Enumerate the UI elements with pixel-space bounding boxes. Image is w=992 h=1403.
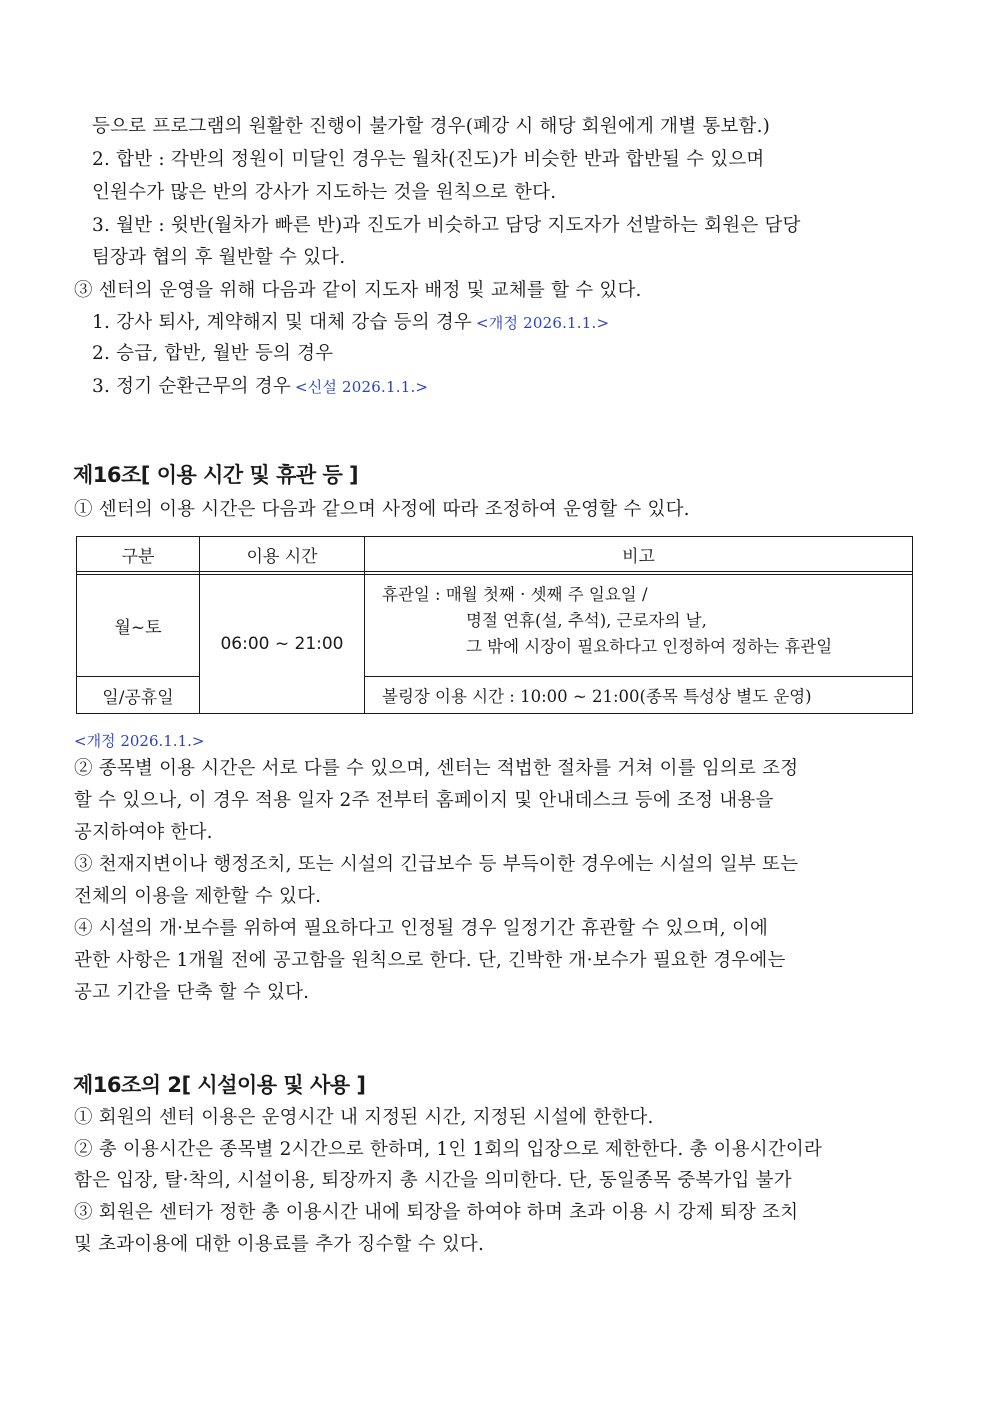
table-cell-note [382,582,832,660]
text-line [92,310,609,336]
text-span: 1. 강사 퇴사, 계약해지 및 대체 강습 등의 경우 [92,312,472,333]
text-line: 전체의 이용을 제한할 수 있다. [74,886,322,907]
text-span: 3. 정기 순환근무의 경우 [92,376,291,397]
table-cell: 볼링장 이용 시간 : 10:00 ~ 21:00(종목 특성상 별도 운영) [382,687,812,706]
text-line: ① 회원의 센터 이용은 운영시간 내 지정된 시간, 지정된 시설에 한한다. [74,1107,654,1128]
revision-note: <신설 2026.1.1.> [294,378,429,396]
text-line [92,374,428,400]
text-line: 등으로 프로그램의 원활한 진행이 불가할 경우(폐강 시 해당 회원에게 개별 통보함.) [92,116,771,137]
text-line: 인원수가 많은 반의 강사가 지도하는 것을 원칙으로 한다. [92,182,557,203]
text-line: 팀장과 협의 후 월반할 수 있다. [92,247,346,268]
text-line: ③ 회원은 센터가 정한 총 이용시간 내에 퇴장을 하여야 하며 초과 이용 시 강제 퇴장 조치 [74,1202,799,1223]
article-heading: 제16조[ 이용 시간 및 휴관 등 ] [73,463,359,487]
text-line: ① 센터의 이용 시간은 다음과 같으며 사정에 따라 조정하여 운영할 수 있다. [74,499,690,520]
text-line: 및 초과이용에 대한 이용료를 추가 징수할 수 있다. [74,1234,485,1255]
text-line: 2. 승급, 합반, 월반 등의 경우 [92,343,334,364]
table-cell: 월~토 [114,618,162,638]
table-header: 구분 [121,546,155,567]
table-header: 비고 [622,546,655,567]
table-cell: 일/공휴일 [102,687,174,708]
text-line: ② 총 이용시간은 종목별 2시간으로 한하며, 1인 1회의 입장으로 제한한다. 총 이용시간이라 [74,1139,823,1160]
text-line: ③ 센터의 운영을 위해 다음과 같이 지도자 배정 및 교체를 할 수 있다. [74,280,642,301]
text-line: 공지하여야 한다. [74,822,213,843]
table-cell: 06:00 ~ 21:00 [220,634,344,654]
note-line: 그 밖에 시장이 필요하다고 인정하여 정하는 휴관일 [466,637,833,656]
text-line: 할 수 있으나, 이 경우 적용 일자 2주 전부터 홈페이지 및 안내데스크 등에 조정 내용을 [74,790,774,811]
note-line: 휴관일 : 매월 첫째 · 셋째 주 일요일 / [382,585,648,604]
text-line: 공고 기간을 단축 할 수 있다. [74,982,310,1003]
revision-note: <개정 2026.1.1.> [74,732,205,750]
article-heading: 제16조의 2[ 시설이용 및 사용 ] [73,1073,366,1097]
text-line: ④ 시설의 개·보수를 위하여 필요하다고 인정될 경우 일정기간 휴관할 수 있으며, 이에 [74,918,769,939]
text-line: 3. 월반 : 윗반(월차가 빠른 반)과 진도가 비슷하고 담당 지도자가 선발하는 회원은 담당 [92,215,801,236]
table-header: 이용 시간 [246,546,318,567]
hours-table [76,536,913,714]
revision-note: <개정 2026.1.1.> [476,314,610,332]
note-line: 명절 연휴(설, 추석), 근로자의 날, [466,611,707,630]
text-line: ② 종목별 이용 시간은 서로 다를 수 있으며, 센터는 적법한 절차를 거쳐 이를 임의로 조정 [74,758,799,779]
text-line: 2. 합반 : 각반의 정원이 미달인 경우는 월차(진도)가 비슷한 반과 합반될 수 있으며 [92,149,765,170]
text-line: 관한 사항은 1개월 전에 공고함을 원칙으로 한다. 단, 긴박한 개·보수가 필요한 경우에는 [74,950,786,971]
text-line: 함은 입장, 탈·착의, 시설이용, 퇴장까지 총 시간을 의미한다. 단, 동일종목 중복가입 불가 [74,1170,792,1191]
text-line: ③ 천재지변이나 행정조치, 또는 시설의 긴급보수 등 부득이한 경우에는 시설의 일부 또는 [74,854,799,875]
